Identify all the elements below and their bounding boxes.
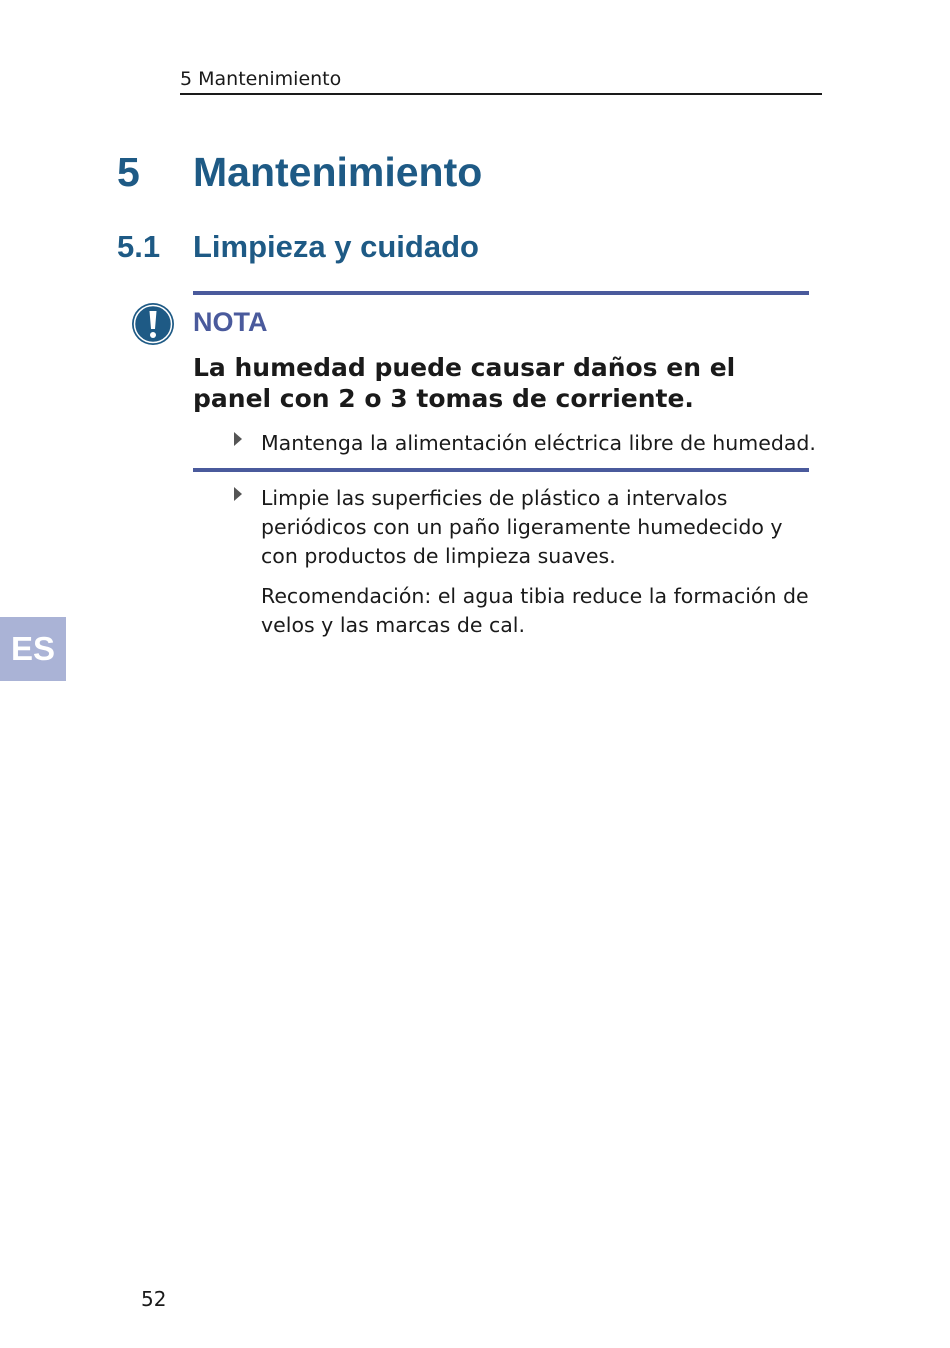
page-number: 52 (141, 1287, 167, 1311)
step-arrow-icon (234, 487, 242, 501)
cleaning-step: Limpie las superficies de plástico a intervalos periódicos con un paño ligeramente humedecido y con productos de limpieza suaves. (261, 486, 783, 568)
language-tab: ES (0, 617, 66, 681)
note-top-rule (193, 291, 809, 295)
exclamation-circle-icon (131, 302, 175, 346)
running-header: 5 Mantenimiento (180, 68, 342, 90)
section-title: Limpieza y cuidado (193, 229, 479, 264)
step-arrow-icon (234, 432, 242, 446)
note-bottom-rule (193, 468, 809, 472)
header-rule (180, 93, 822, 95)
section-number: 5.1 (117, 229, 161, 264)
recommendation-text: Recomendación: el agua tibia reduce la formación de velos y las marcas de cal. (261, 584, 809, 637)
chapter-title: Mantenimiento (193, 149, 483, 195)
note-step: Mantenga la alimentación eléctrica libre de humedad. (261, 431, 816, 455)
note-label: NOTA (193, 307, 268, 337)
chapter-number: 5 (117, 149, 140, 195)
note-heading: La humedad puede causar daños en el panel con 2 o 3 tomas de corriente. (193, 353, 736, 413)
